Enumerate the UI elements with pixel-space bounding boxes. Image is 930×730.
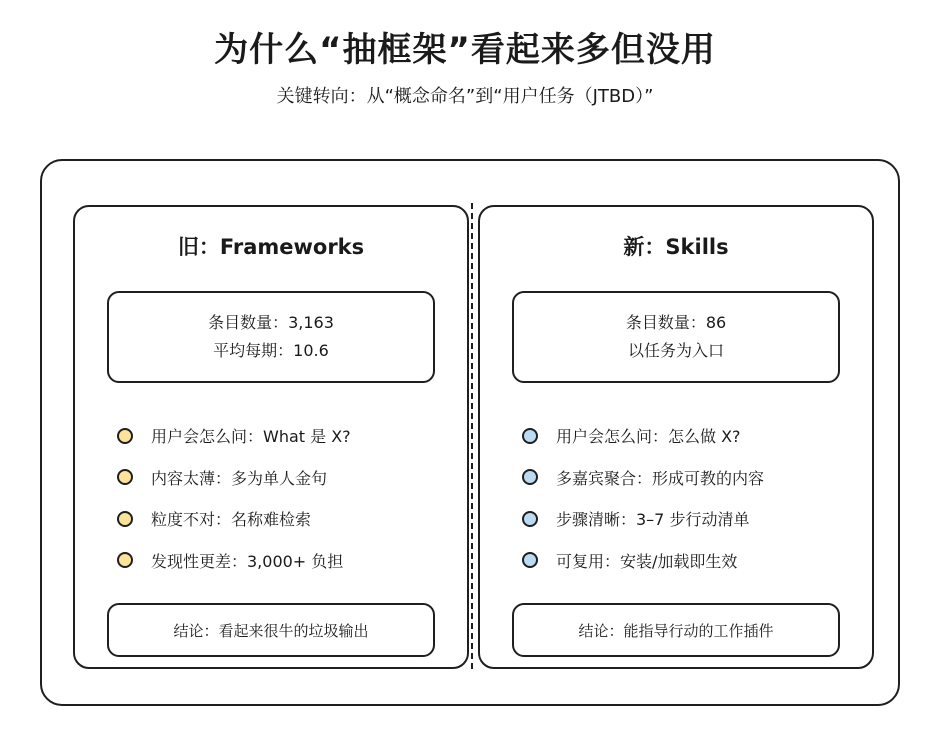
skills-item-list (522, 415, 764, 581)
list-item-label: 粒度不对：名称难检索 (151, 510, 312, 530)
list-item (117, 498, 351, 540)
list-item-label: 用户会怎么问：What 是 X? (151, 427, 351, 447)
frameworks-stat-count: 条目数量：3,163 (208, 313, 334, 332)
skills-conclusion-box (512, 603, 840, 657)
frameworks-conclusion: 结论：看起来很牛的垃圾输出 (173, 621, 369, 640)
list-item (117, 415, 351, 457)
yellow-dot-icon (117, 469, 133, 485)
yellow-dot-icon (117, 511, 133, 527)
list-item-label: 内容太薄：多为单人金句 (151, 468, 328, 488)
blue-dot-icon (522, 511, 538, 527)
skills-stat-count: 条目数量：86 (625, 313, 727, 332)
frameworks-conclusion-box (107, 603, 435, 657)
list-item (522, 415, 764, 457)
list-item-label: 步骤清晰：3–7 步行动清单 (556, 510, 750, 530)
blue-dot-icon (522, 428, 538, 444)
page-title: 为什么“抽框架”看起来多但没用 (214, 30, 716, 70)
list-item (522, 457, 764, 499)
list-item (522, 540, 764, 582)
frameworks-stat-average: 平均每期：10.6 (213, 341, 329, 360)
frameworks-panel (73, 205, 469, 669)
frameworks-stats-box (107, 291, 435, 383)
skills-conclusion: 结论：能指导行动的工作插件 (578, 621, 774, 640)
yellow-dot-icon (117, 552, 133, 568)
list-item-label: 多嘉宾聚合：形成可教的内容 (556, 468, 765, 488)
blue-dot-icon (522, 469, 538, 485)
skills-panel-title: 新：Skills (623, 235, 729, 259)
frameworks-panel-title: 旧：Frameworks (177, 235, 365, 259)
skills-stat-entry: 以任务为入口 (627, 341, 724, 360)
list-item-label: 可复用：安装/加载即生效 (556, 551, 738, 571)
blue-dot-icon (522, 552, 538, 568)
list-item (117, 540, 351, 582)
list-item-label: 发现性更差：3,000+ 负担 (151, 551, 344, 571)
list-item (117, 457, 351, 499)
list-item (522, 498, 764, 540)
list-item-label: 用户会怎么问：怎么做 X? (556, 427, 741, 447)
dashed-divider (471, 203, 473, 669)
yellow-dot-icon (117, 428, 133, 444)
frameworks-item-list (117, 415, 351, 581)
skills-stats-box (512, 291, 840, 383)
skills-panel (478, 205, 874, 669)
page-subtitle: 关键转向：从“概念命名”到“用户任务（JTBD）” (276, 86, 654, 107)
